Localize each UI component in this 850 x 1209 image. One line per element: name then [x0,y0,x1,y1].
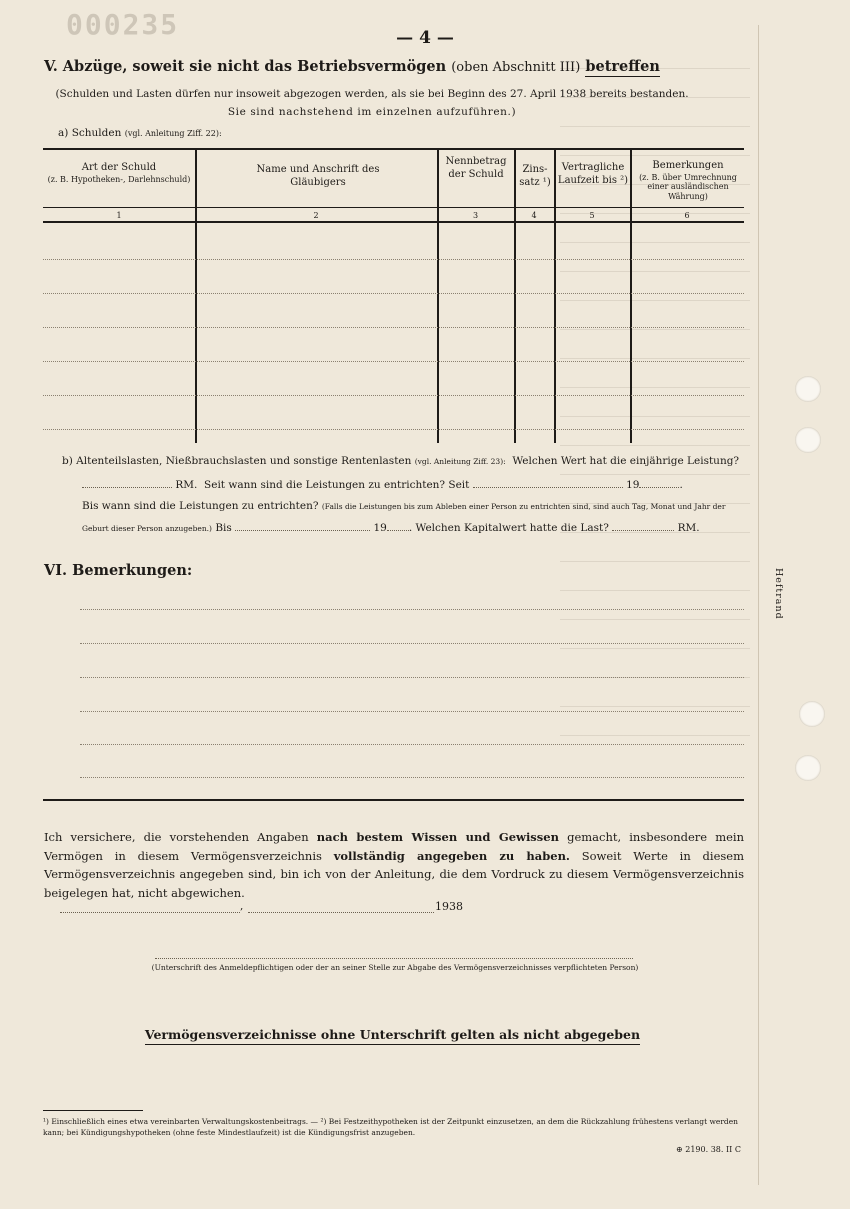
remarks-line[interactable] [80,711,744,712]
intro-line: Sie sind nachstehend im einzelnen aufzuführen.) [227,106,517,118]
col-header-art: Art der Schuld (z. B. Hypotheken-, Darlehnschuld) [47,162,191,184]
serial-stamp: 000235 [66,8,180,41]
table-row[interactable] [43,327,744,328]
table-row[interactable] [43,395,744,396]
col-header-nennbetrag: Nennbetrag der Schuld [445,156,507,180]
table-row[interactable] [43,259,744,260]
col-header-laufzeit: Vertragliche Laufzeit bis ²) [557,162,629,186]
col-number: 5 [589,211,595,220]
remarks-line[interactable] [80,677,744,678]
kapitalwert-field[interactable] [612,520,674,531]
part-b-line3: Bis wann sind die Leistungen zu entrichten? (Falls die Leistungen bis zum Ableben einer Person zu entrichten sind, sind auch Tag, Monat und Jahr der [82,500,726,512]
table-row[interactable] [43,429,744,430]
part-b-line1: b) Altenteilslasten, Nießbrauchslasten und sonstige Rentenlasten (vgl. Anleitung Ziff. 23): Welchen Wert hat die einjährige Leistung? [62,455,740,467]
section-vi-title: VI. Bemerkungen: [44,562,193,579]
section-v-title: V. Abzüge, soweit sie nicht das Betriebsvermögen (oben Abschnitt III) betreffen [44,58,660,75]
remarks-line[interactable] [80,777,744,778]
col-number: 1 [116,211,122,220]
intro-line: (Schulden und Lasten dürfen nur insoweit abgezogen werden, als sie bei Beginn des 27. April 1938 bereits bestanden. [55,88,689,100]
col-header-name: Name und Anschrift des Gläubigers [256,164,380,188]
year-1938: 1938 [435,900,463,913]
comma: , [240,900,244,912]
col-number: 6 [684,211,690,220]
footnote-rule [43,1110,143,1111]
declaration-text: Ich versichere, die vorstehenden Angaben nach bestem Wissen und Gewissen gemacht, insbesondere mein Vermögen in diesem Vermögensverzeichnis vollständig angegeben zu haben. Soweit Werte in diesem Vermögensverzeichnis angegeben sind, bin ich von der Anleitung, die dem Vordruck zu diesem Vermögensverzeichnis beigelegen hat, nicht abgewichen. [44,830,745,900]
margin-label-heftrand: Heftrand [773,568,784,620]
punch-hole [795,755,821,781]
col-number: 2 [313,211,319,220]
bis-year-field[interactable] [387,520,409,531]
col-header-bemerkungen: Bemerkungen (z. B. über Umrechnung einer ausländischen Währung) [639,160,737,201]
remarks-line[interactable] [80,609,744,610]
leistung-wert-field[interactable] [82,477,172,488]
signature-caption: (Unterschrift des Anmeldepflichtigen oder der an seiner Stelle zur Abgabe des Vermögensverzeichnisses verpflichteten Person) [151,963,639,972]
punch-hole [795,376,821,402]
col-header-zinssatz: Zins-satz ¹) [519,164,551,188]
bis-field[interactable] [235,520,370,531]
part-b-line2: RM. Seit wann sind die Leistungen zu entrichten? Seit 19 . [82,477,683,491]
signature-field[interactable] [155,958,633,959]
remarks-line[interactable] [80,643,744,644]
punch-hole [795,427,821,453]
table-row[interactable] [43,361,744,362]
table-row[interactable] [43,293,744,294]
margin-rule [758,25,759,1185]
remarks-line[interactable] [80,744,744,745]
punch-hole [799,701,825,727]
page-number: — 4 — [396,28,454,48]
section-divider [43,799,744,801]
col-number: 3 [472,211,479,220]
date-field[interactable] [248,912,434,913]
unsigned-warning: Vermögensverzeichnisse ohne Unterschrift gelten als nicht abgegeben [0,1027,785,1042]
place-field[interactable] [60,912,240,913]
label-schulden: a) Schulden (vgl. Anleitung Ziff. 22): [58,127,222,139]
seit-year-field[interactable] [639,477,679,488]
footnote: ¹) Einschließlich eines etwa vereinbarten Verwaltungskostenbeitrags. — ²) Bei Festzeithypotheken ist der Zeitpunkt einzusetzen, an dem die Rückzahlung frühestens verlangt werden kann; bei Kündigungshypotheken (ohne feste Mindestlaufzeit) ist die Kündigungsfrist anzugeben. [43,1117,738,1137]
col-number: 4 [531,211,537,220]
debts-table [43,148,744,443]
part-b-line4: Geburt dieser Person anzugeben.) Bis 19 . Welchen Kapitalwert hatte die Last? RM. [82,522,700,534]
seit-field[interactable] [473,477,623,488]
print-mark: ⊕ 2190. 38. II C [676,1145,741,1154]
